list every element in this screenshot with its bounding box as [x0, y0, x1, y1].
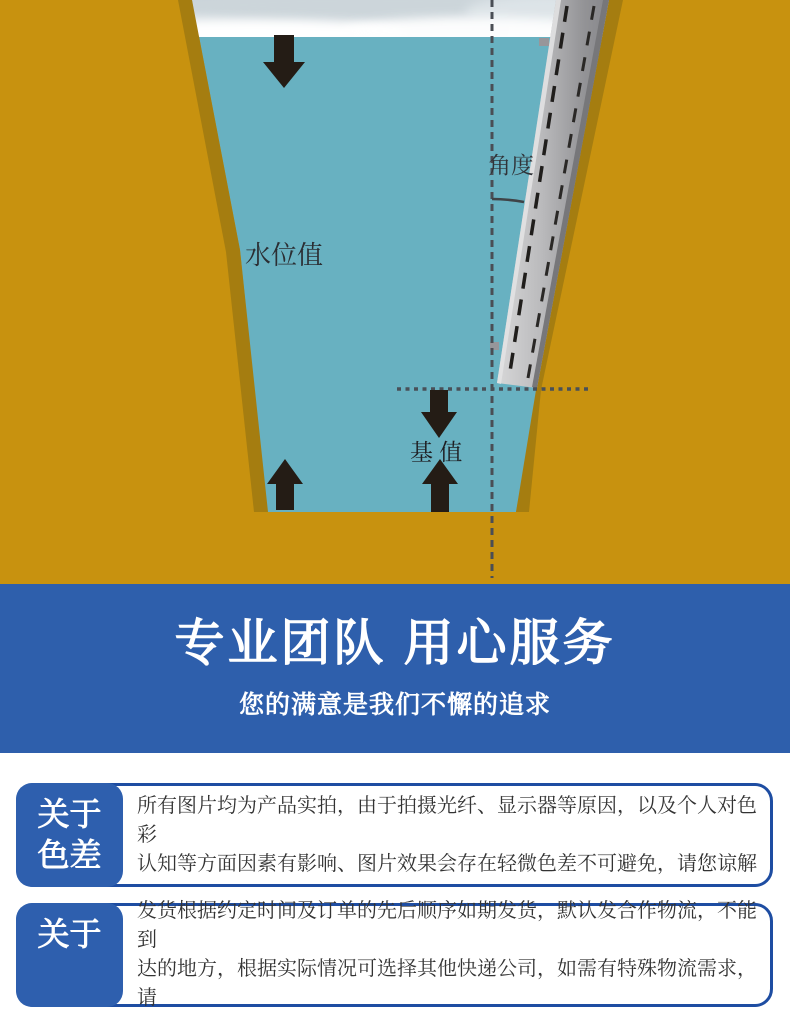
banner-subtitle: 您的满意是我们不懈的追求: [238, 691, 551, 719]
slogan-banner: [0, 584, 790, 753]
notice-section: [0, 753, 790, 1007]
card-body-line: 发货根据约定时间及订单的先后顺序如期发货，默认发合作物流，不能到: [137, 900, 757, 951]
card-body-line: 达的地方，根据实际情况可选择其他快递公司，如需有特殊物流需求，请: [137, 958, 757, 1009]
card-body-line: 所有图片均为产品实拍，由于拍摄光纤、显示器等原因，以及个人对色彩: [137, 794, 757, 846]
card-label-badge: [16, 783, 123, 887]
card-body-text: [120, 786, 770, 884]
notice-card-shipping: [16, 900, 773, 1009]
base-value-label: 基 值: [410, 439, 463, 465]
card-label-badge: [16, 903, 123, 1007]
angle-label: 角度: [488, 152, 534, 178]
card-label-line1: 关于: [37, 796, 102, 832]
rod-bracket-top: [539, 38, 549, 46]
notice-card-color-difference: [16, 783, 773, 887]
water-level-label: 水位值: [245, 240, 324, 270]
card-label-line1: 关于: [37, 916, 102, 952]
card-body-text: [120, 900, 770, 1009]
card-body-line: 认知等方面因素有影响、图片效果会存在轻微色差不可避免，请您谅解: [137, 852, 757, 875]
banner-title: 专业团队 用心服务: [174, 615, 616, 671]
card-label-line2: 色差: [37, 837, 102, 873]
